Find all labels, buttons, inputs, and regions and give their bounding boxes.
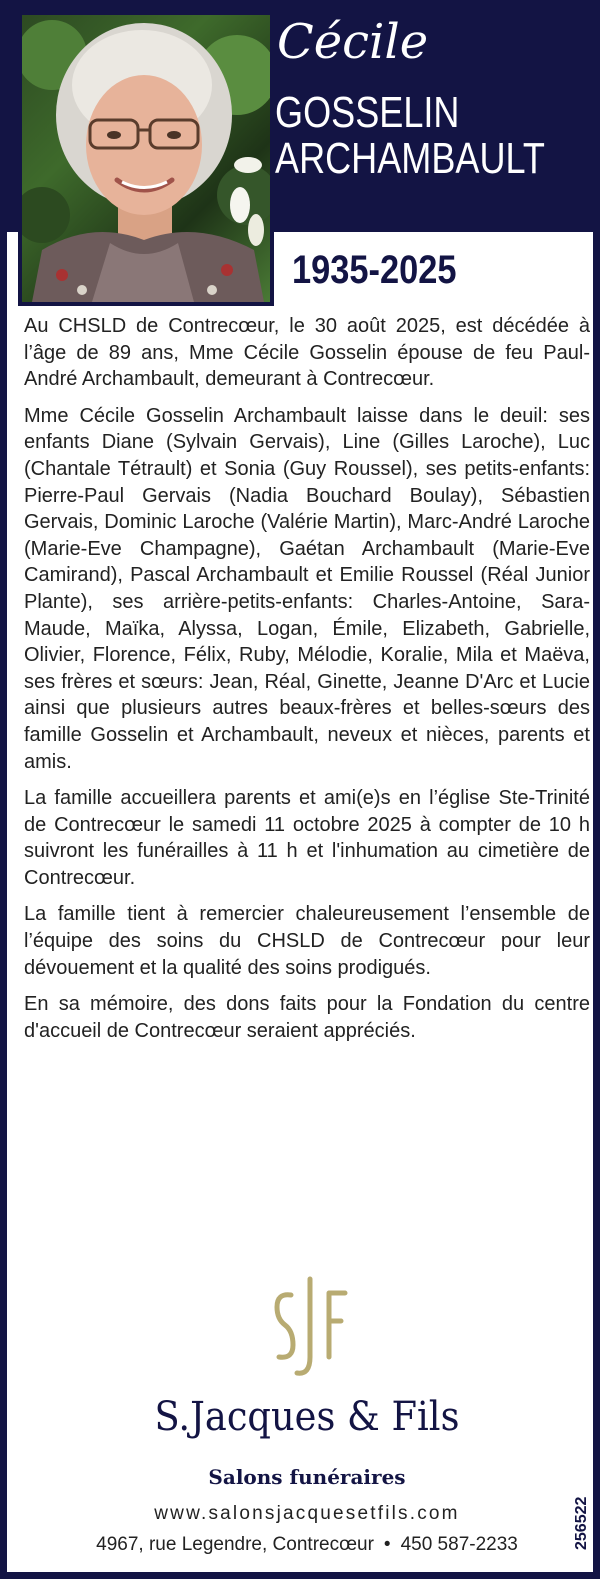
deceased-first-name: Cécile [277,14,429,70]
obituary-text [24,313,590,1054]
funeral-home-name: S.Jacques & Fils [154,1394,460,1440]
bullet-separator: • [383,1534,391,1555]
funeral-home-address: 4967, rue Legendre, Contrecœur [96,1534,374,1555]
ad-reference-number: 256522 [573,1496,590,1550]
sjf-monogram-logo [265,1275,355,1383]
portrait-photo [18,11,274,306]
paragraph-donations: En sa mémoire, des dons faits pour la Fondation du centre d'accueil de Contrecœur seraient appréciés. [24,993,590,1042]
funeral-home-contact [7,1534,600,1556]
funeral-home-phone[interactable]: 450 587-2233 [400,1534,518,1555]
last-name-line-2: ARCHAMBAULT [275,134,545,183]
life-years: 1935-2025 [292,248,457,292]
deceased-last-name [275,90,545,182]
paragraph-thanks: La famille tient à remercier chaleureusement l’ensemble de l’équipe des soins du CHSLD de Contrecœur pour leur dévouement et la qualité des soins prodigués. [24,903,590,979]
paragraph-survivors: Mme Cécile Gosselin Archambault laisse dans le deuil: ses enfants Diane (Sylvain Gervais), Line (Gilles Laroche), Luc (Chantale Tétrault) et Sonia (Guy Roussel), ses petits-enfants: Pierre-Paul Gervais (Nadia Bouchard Boulay), Sébastien Gervais, Dominic Laroche (Valérie Martin), Marc-André Laroche (Marie-Eve Champagne), Gaétan Archambault (Marie-Eve Camirand), Pascal Archambault et Emilie Roussel (Réal Junior Plante), ses arrière-petits-enfants: Charles-Antoine, Sara-Maude, Maïka, Alyssa, Logan, Émile, Elizabeth, Gabrielle, Olivier, Florence, Félix, Ruby, Mélodie, Koralie, Mila et Maëva, ses frères et sœurs: Jean, Réal, Ginette, Jeanne D'Arc et Lucie ainsi que plusieurs autres beaux-frères et belles-sœurs des famille Gosselin et Archambault, neveux et nièces, parents et amis. [24,404,590,773]
paragraph-death-notice: Au CHSLD de Contrecœur, le 30 août 2025, est décédée à l’âge de 89 ans, Mme Cécile Gosselin épouse de feu Paul-André Archambault, demeurant à Contrecœur. [24,315,590,391]
last-name-line-1: GOSSELIN [275,88,460,137]
portrait-illustration [22,15,270,302]
monogram-icon [265,1275,355,1383]
funeral-home-subtitle: Salons funéraires [208,1465,406,1489]
funeral-home-website[interactable]: www.salonsjacquesetfils.com [154,1503,460,1524]
paragraph-visitation: La famille accueillera parents et ami(e)s en l’église Ste-Trinité de Contrecœur le samedi 11 octobre 2025 à compter de 10 h suivront les funérailles à 11 h et l'inhumation au cimetière de Contrecœur. [24,787,590,889]
